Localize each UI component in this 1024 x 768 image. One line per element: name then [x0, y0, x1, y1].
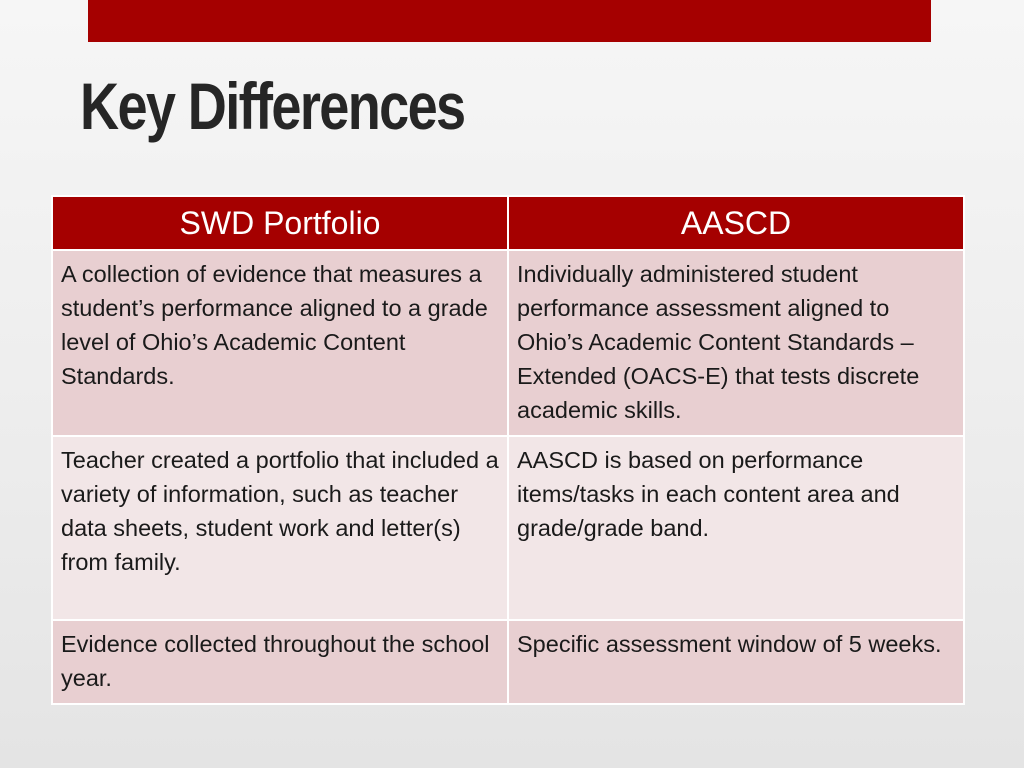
table-cell-aascd: AASCD is based on performance items/tasks in each content area and grade/grade band.	[508, 436, 964, 620]
table-cell-aascd: Specific assessment window of 5 weeks.	[508, 620, 964, 704]
table-cell-swd: Evidence collected throughout the school year.	[52, 620, 508, 704]
table-cell-swd: A collection of evidence that measures a student’s performance aligned to a grade level of Ohio’s Academic Content Standards.	[52, 250, 508, 436]
table-row	[52, 436, 964, 620]
header-aascd: AASCD	[508, 196, 964, 250]
header-swd-portfolio: SWD Portfolio	[52, 196, 508, 250]
table-cell-swd: Teacher created a portfolio that included a variety of information, such as teacher data sheets, student work and letter(s) from family.	[52, 436, 508, 620]
table-row	[52, 250, 964, 436]
table-header-row	[52, 196, 964, 250]
comparison-table	[51, 195, 965, 705]
table-row	[52, 620, 964, 704]
comparison-table-container	[51, 195, 965, 705]
slide-title: Key Differences	[80, 69, 465, 143]
table-cell-aascd: Individually administered student performance assessment aligned to Ohio’s Academic Content Standards – Extended (OACS-E) that tests discrete academic skills.	[508, 250, 964, 436]
top-accent-bar	[88, 0, 931, 42]
